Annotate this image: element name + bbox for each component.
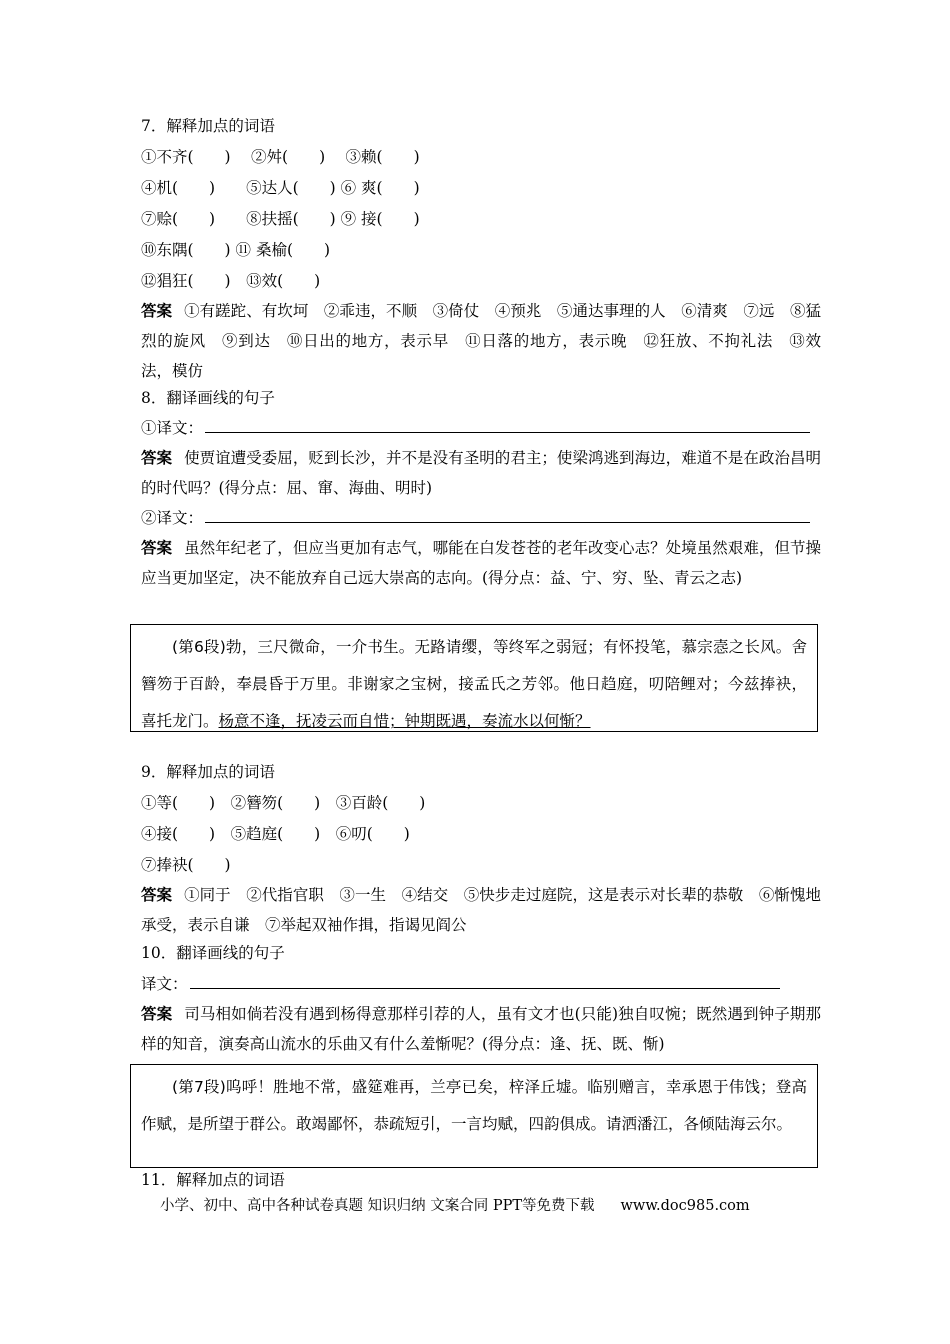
footer-url-link[interactable]: www.doc985.com (620, 1198, 750, 1214)
q7-answer-text: ①有蹉跎、有坎坷 ②乖违，不顺 ③倚仗 ④预兆 ⑤通达事理的人 ⑥清爽 ⑦远 ⑧猛烈的旋风 ⑨到达 ⑩日出的地方，表示早 ⑪日落的地方，表示晚 ⑫狂放、不拘礼法 ⑬效法，模仿 (141, 302, 821, 380)
q9-items-row2: ④接( ) ⑤趋庭( ) ⑥叨( ) (141, 825, 410, 843)
q7-items-row5: ⑫猖狂( ) ⑬效( ) (141, 272, 321, 290)
q7-items-row2: ④机( ) ⑤达人( ) ⑥ 爽( ) (141, 179, 420, 197)
q10-title: 10．翻译画线的句子 (141, 944, 285, 962)
q10-translation-blank[interactable] (190, 974, 780, 989)
q9-items-row3: ⑦捧袂( ) (141, 856, 231, 874)
q9-title: 9．解释加点的词语 (141, 763, 275, 781)
passage7-text: (第7段)呜呼！胜地不常，盛筵难再，兰亭已矣，梓泽丘墟。临别赠言，幸承恩于伟饯；登高作赋，是所望于群公。敢竭鄙怀，恭疏短引，一言均赋，四韵俱成。请洒潘江，各倾陆海云尔。 (141, 1078, 807, 1133)
q9-answer-label: 答案 (141, 885, 173, 904)
q10-translation-label: 译文： (141, 975, 188, 993)
q10-translation (141, 974, 780, 994)
page-footer (160, 1194, 750, 1215)
passage6-underlined-sentence: 杨意不逢，抚凌云而自惜；钟期既遇，奏流水以何惭？ (218, 712, 591, 730)
q9-items-row1: ①等( ) ②簪笏( ) ③百龄( ) (141, 794, 426, 812)
footer-text: 小学、初中、高中各种试卷真题 知识归纳 文案合同 PPT等免费下载 (160, 1198, 595, 1214)
q7-answer-label: 答案 (141, 301, 173, 320)
q9-answer (141, 880, 821, 940)
passage6-text: (第6段)勃，三尺微命，一介书生。无路请缨，等终军之弱冠；有怀投笔，慕宗悫之长风。舍簪笏于百龄，奉晨昏于万里。非谢家之宝树，接孟氏之芳邻。他日趋庭，叨陪鲤对；今兹捧袂，喜托龙门。 (141, 638, 807, 730)
q8-answer-1 (141, 443, 821, 503)
q7-items-row4: ⑩东隅( ) ⑪ 桑榆( ) (141, 241, 331, 259)
q8-answer-2-text: 虽然年纪老了，但应当更加有志气，哪能在白发苍苍的老年改变心志？处境虽然艰难，但节操应当更加坚定，决不能放弃自己远大崇高的志向。(得分点：益、宁、穷、坠、青云之志) (141, 539, 821, 587)
q10-answer-label: 答案 (141, 1004, 173, 1023)
q9-answer-text: ①同于 ②代指官职 ③一生 ④结交 ⑤快步走过庭院，这是表示对长辈的恭敬 ⑥惭愧地承受，表示自谦 ⑦举起双袖作揖，指谒见阎公 (141, 886, 821, 934)
passage-paragraph-6 (130, 624, 818, 732)
q7-answer (141, 296, 821, 386)
q8-translation-1-blank[interactable] (205, 418, 810, 433)
q8-answer-2-label: 答案 (141, 538, 173, 557)
q10-answer-text: 司马相如倘若没有遇到杨得意那样引荐的人，虽有文才也(只能)独自叹惋；既然遇到钟子期那样的知音，演奏高山流水的乐曲又有什么羞惭呢？(得分点：逢、抚、既、惭) (141, 1005, 821, 1053)
q8-translation-1 (141, 418, 810, 438)
q8-answer-1-label: 答案 (141, 448, 173, 467)
q8-translation-2-blank[interactable] (205, 508, 810, 523)
q8-translation-2 (141, 508, 810, 528)
q7-items-row1: ①不齐( ) ②舛( ) ③赖( ) (141, 148, 420, 166)
q7-items-row3: ⑦赊( ) ⑧扶摇( ) ⑨ 接( ) (141, 210, 420, 228)
q8-translation-1-label: ①译文： (141, 419, 204, 437)
q8-answer-2 (141, 533, 821, 593)
q10-answer (141, 999, 821, 1059)
q11-title: 11．解释加点的词语 (141, 1171, 285, 1189)
q8-translation-2-label: ②译文： (141, 509, 204, 527)
q8-title: 8．翻译画线的句子 (141, 389, 275, 407)
q7-title: 7．解释加点的词语 (141, 117, 275, 135)
q8-answer-1-text: 使贾谊遭受委屈，贬到长沙，并不是没有圣明的君主；使梁鸿逃到海边，难道不是在政治昌明的时代吗？(得分点：屈、窜、海曲、明时) (141, 449, 821, 497)
passage-paragraph-7 (130, 1064, 818, 1168)
